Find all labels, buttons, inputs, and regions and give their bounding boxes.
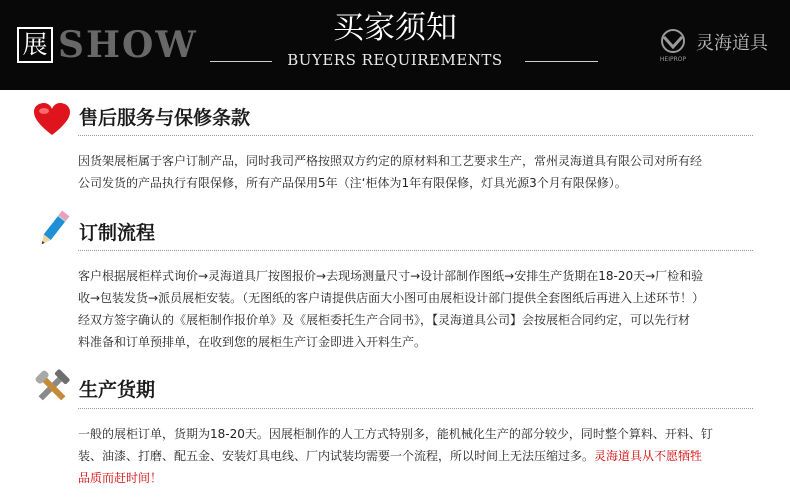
section-title-production-lead-time: 生产货期	[79, 379, 156, 401]
paragraph-line: 一般的展柜订单，货期为18-20天。因展柜制作的人工方式特别多，能机械化生产的部分较少，同时整个算料、开料、钉	[78, 427, 713, 441]
brand-mark-icon	[652, 27, 694, 63]
paragraph-line: 料准备和订单预排单，在收到您的展柜生产订金即进入开料生产。	[78, 335, 427, 349]
header-banner	[0, 0, 790, 90]
page-title: 买家须知	[333, 10, 457, 46]
section-divider	[78, 135, 753, 136]
paragraph-line: 经双方签字确认的《展柜制作报价单》及《展柜委托生产合同书》，【灵海道具公司】会按展柜合同约定，可以先行材	[78, 313, 691, 327]
highlight-line: 品质而赶时间！	[78, 471, 163, 485]
paragraph-line: 因货架展柜属于客户订制产品，同时我司严格按照双方约定的原材料和工艺要求生产，常州灵海道具有限公司对所有经	[78, 154, 703, 168]
highlight-text: 灵海道具从不愿牺牲	[594, 449, 703, 463]
show-logo-text: SHOW	[58, 24, 198, 66]
tools-icon	[31, 367, 73, 411]
brand-logo	[652, 27, 782, 63]
brand-name: 灵海道具	[696, 33, 768, 54]
section-body-production-lead-time	[78, 423, 763, 489]
paragraph-line: 公司发货的产品执行有限保修，所有产品保用5年（注‘柜体为1年有限保修，灯具光源3个月有限保修）。	[78, 176, 627, 190]
section-title-custom-process: 订制流程	[79, 222, 156, 244]
paragraph-line-text: 装、油漆、打磨、配五金、安装灯具电线、厂内试装均需要一个流程，所以时间上无法压缩过多。	[78, 449, 595, 463]
section-divider	[78, 250, 753, 251]
paragraph-line	[78, 445, 763, 467]
section-title-after-sales: 售后服务与保修条款	[79, 107, 251, 129]
heart-icon	[33, 102, 71, 140]
brand-mark-text: HEIPROP	[659, 56, 687, 63]
page-subtitle: BUYERS REQUIREMENTS	[287, 51, 503, 69]
pencil-icon	[34, 207, 72, 255]
section-divider	[78, 408, 753, 409]
paragraph-line: 收→包装发货→派员展柜安装。（无图纸的客户请提供店面大小图可由展柜设计部门提供全套图纸后再进入上述环节！）	[78, 291, 705, 305]
paragraph-line: 客户根据展柜样式询价→灵海道具厂按图报价→去现场测量尺寸→设计部制作图纸→安排生产货期在18-20天→厂检和验	[78, 269, 704, 283]
section-body-custom-process	[78, 265, 763, 353]
section-body-after-sales	[78, 150, 763, 194]
show-logo-box: 展	[17, 27, 53, 63]
